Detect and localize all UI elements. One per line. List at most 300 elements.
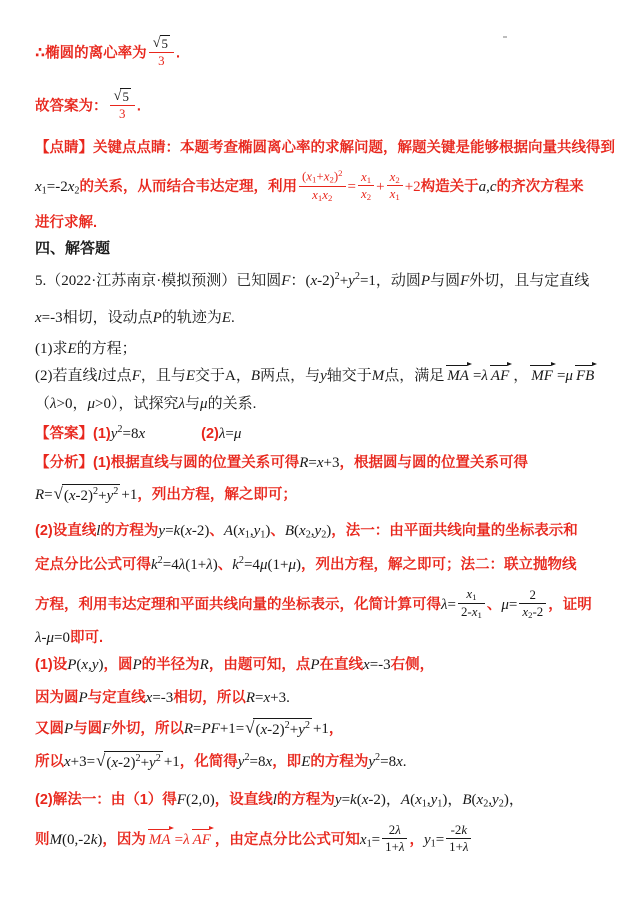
math-var: y xyxy=(110,426,118,443)
math-text: -2) xyxy=(117,755,136,772)
math-var: x xyxy=(260,722,268,739)
document-line xyxy=(35,625,621,650)
superscript: 2 xyxy=(338,168,343,179)
sqrt-body xyxy=(62,484,121,508)
math-var: y xyxy=(423,831,431,848)
document-line xyxy=(35,87,621,124)
text-run: ，列出方程，解之即可； xyxy=(137,486,297,503)
math-text: ) xyxy=(265,522,271,539)
text-run: ，列出方程，解之即可；法二：联立抛物线 xyxy=(300,557,577,574)
math-run xyxy=(67,657,103,673)
math-var: x xyxy=(466,587,473,602)
subscript: 2 xyxy=(329,174,334,185)
math-var: x xyxy=(389,187,396,202)
fraction xyxy=(519,587,546,621)
math-text: 5 xyxy=(122,90,129,105)
superscript: 2 xyxy=(113,485,119,497)
text-run: 、 xyxy=(217,557,233,574)
sqrt-body xyxy=(104,751,163,775)
math-var: λ xyxy=(218,426,226,443)
text-run: 【点睛】关键点点睛：本题考查椭圆离心率的求解问题，解题关键是能够根据向量共线得到 xyxy=(35,139,615,156)
subscript: 1 xyxy=(366,838,372,850)
document-line xyxy=(35,748,621,775)
document-line xyxy=(35,420,621,446)
math-text: -2 xyxy=(532,604,544,619)
math-var: M xyxy=(371,367,385,384)
fraction xyxy=(458,586,485,621)
math-run xyxy=(121,487,137,503)
document-line xyxy=(35,363,621,388)
math-text: = xyxy=(165,522,174,539)
superscript: 2 xyxy=(284,720,290,732)
text-run: 的轨迹为 xyxy=(161,310,222,327)
math-var: x xyxy=(81,656,89,673)
fraction-denominator xyxy=(387,185,403,203)
fraction-numerator xyxy=(519,587,546,603)
math-text: ) xyxy=(98,656,104,673)
text-run: ，化简得 xyxy=(179,754,238,771)
math-var: y xyxy=(492,792,499,809)
math-var: l xyxy=(97,367,102,384)
superscript: 2 xyxy=(117,424,123,436)
math-run xyxy=(35,487,53,503)
fraction-numerator xyxy=(387,169,403,186)
text-run: 又圆 xyxy=(35,721,64,738)
math-text: . xyxy=(286,689,290,706)
math-var: A xyxy=(223,522,234,539)
text-run: 交于A， xyxy=(195,367,251,384)
math-text: - xyxy=(41,630,47,647)
subscript: 1 xyxy=(366,174,372,185)
document-line xyxy=(35,267,621,293)
math-text: +1 xyxy=(312,721,329,738)
math-text: -2) xyxy=(75,488,94,505)
math-text: +3 xyxy=(323,455,340,472)
radical-sign: √ xyxy=(152,35,161,51)
document-line xyxy=(35,685,621,710)
document-line xyxy=(35,135,621,160)
vector-arrow-expression xyxy=(148,830,172,852)
fraction-denominator xyxy=(382,838,407,855)
math-var: P xyxy=(132,656,142,673)
text-run: ），试探究 xyxy=(111,396,179,413)
math-var: F xyxy=(281,273,291,290)
math-run xyxy=(305,273,375,289)
sqrt-expression xyxy=(245,718,312,742)
math-var: k xyxy=(90,831,98,848)
math-var: y xyxy=(314,522,322,539)
math-var: R xyxy=(35,486,45,503)
text-run: ∴椭圆的离心率为 xyxy=(35,45,147,62)
text-run: 与定直线 xyxy=(87,689,146,706)
math-run xyxy=(68,341,77,357)
text-run: 、 xyxy=(209,522,224,539)
math-text: ( xyxy=(76,656,82,673)
math-var: x xyxy=(522,604,529,619)
text-run: ，法一：由平面共线向量的坐标表示和 xyxy=(331,522,578,539)
math-run xyxy=(200,396,208,412)
text-run: 相切，设动点 xyxy=(62,310,153,327)
math-run xyxy=(462,792,509,811)
math-var: k xyxy=(173,522,181,539)
math-var: y xyxy=(334,792,342,809)
subscript: 2 xyxy=(528,609,533,620)
math-var: x xyxy=(359,831,367,848)
math-text: , xyxy=(310,522,315,539)
math-var: P xyxy=(64,721,74,738)
document-line xyxy=(35,481,621,508)
math-var: x xyxy=(299,522,306,539)
math-var: y xyxy=(237,754,245,771)
math-var: F xyxy=(460,273,470,290)
radical-sign: √ xyxy=(245,718,255,738)
math-text: = xyxy=(254,689,264,706)
math-text: =4 xyxy=(162,557,179,574)
math-var: P xyxy=(152,310,162,327)
math-var: x xyxy=(145,689,153,706)
math-var: E xyxy=(67,340,77,357)
math-text: =8 xyxy=(122,426,139,443)
math-text: ) xyxy=(333,169,339,184)
text-run: 的齐次方程来 xyxy=(496,179,584,196)
math-text: 2 xyxy=(529,587,536,602)
text-run: 定点分比公式可得 xyxy=(35,557,151,574)
math-text: , xyxy=(249,522,254,539)
math-var: x xyxy=(396,754,403,771)
text-run: (2) xyxy=(201,426,219,443)
math-run xyxy=(238,754,272,770)
math-var: x xyxy=(323,169,330,184)
math-text: + xyxy=(376,179,385,196)
math-var: x xyxy=(415,792,422,809)
math-text: >0 xyxy=(56,396,73,413)
math-text: >0 xyxy=(95,396,111,413)
math-var: y xyxy=(106,488,114,505)
math-var: λ xyxy=(395,822,401,837)
math-text: 3 xyxy=(158,54,165,69)
math-text: =8 xyxy=(249,754,266,771)
math-var: μ xyxy=(200,396,208,413)
math-text: = xyxy=(472,367,482,384)
math-var: A xyxy=(400,792,411,809)
math-var: y xyxy=(368,754,376,771)
math-run xyxy=(186,368,195,384)
math-var: x xyxy=(360,187,367,202)
math-var: M xyxy=(49,831,62,848)
fraction xyxy=(358,169,374,204)
math-text: ( xyxy=(63,488,69,505)
math-text: ) xyxy=(326,522,332,539)
text-run: 点，满足 xyxy=(384,367,445,384)
math-text: , xyxy=(88,656,92,673)
math-text: ) xyxy=(442,792,448,809)
vector-arrow-expression xyxy=(530,366,554,388)
math-run xyxy=(64,721,73,737)
math-text: ( xyxy=(255,722,261,739)
text-run: 、 xyxy=(270,522,285,539)
math-var: R xyxy=(299,455,309,472)
superscript: 2 xyxy=(304,720,310,732)
document-line xyxy=(35,305,621,330)
text-run: ，由题可知，点 xyxy=(208,656,311,673)
fraction-denominator xyxy=(446,838,471,855)
fraction xyxy=(382,822,407,855)
math-run xyxy=(184,721,244,737)
math-var: l xyxy=(96,522,101,539)
sqrt-expression xyxy=(54,484,121,508)
math-text: -2 xyxy=(450,822,462,837)
math-var: MF xyxy=(531,367,553,384)
superscript: 2 xyxy=(354,271,360,283)
text-run: 、 xyxy=(486,597,502,614)
text-run: (2)设直线 xyxy=(35,522,97,539)
math-var: μ xyxy=(259,557,268,574)
text-run: ，动圆 xyxy=(375,273,421,290)
math-text: -2) xyxy=(368,792,386,809)
document-line xyxy=(35,821,621,857)
math-run xyxy=(50,396,72,412)
math-var: x xyxy=(312,187,318,202)
math-text: ( xyxy=(410,792,416,809)
math-text: =-3 xyxy=(369,656,391,673)
math-text: = xyxy=(435,831,445,848)
math-run xyxy=(64,754,95,770)
math-run xyxy=(441,597,456,613)
fraction xyxy=(387,169,403,204)
math-text: +1= xyxy=(219,721,245,738)
math-var: x xyxy=(306,169,313,184)
document-line xyxy=(35,518,621,543)
math-run xyxy=(153,310,162,326)
math-run xyxy=(102,721,111,737)
math-var: FB xyxy=(575,367,595,384)
math-var: P xyxy=(78,689,88,706)
document-line xyxy=(35,715,621,742)
text-run: 的半径为 xyxy=(141,656,200,673)
math-var: F xyxy=(176,792,186,809)
math-text: ) xyxy=(97,831,103,848)
superscript: 2 xyxy=(135,753,141,765)
text-run: 【分析】(1)根据直线与圆的位置关系可得 xyxy=(35,455,300,472)
math-text: ( xyxy=(471,792,477,809)
math-text: -2) xyxy=(317,273,335,290)
superscript: 2 xyxy=(93,485,99,497)
math-text: ) xyxy=(503,792,509,809)
math-run xyxy=(363,657,391,673)
math-text: = xyxy=(174,831,184,848)
math-var: E xyxy=(185,367,196,384)
math-var: x xyxy=(476,792,484,809)
math-var: B xyxy=(462,792,472,809)
math-run xyxy=(479,179,497,195)
math-var: x xyxy=(263,689,271,706)
subscript: 2 xyxy=(74,186,80,198)
math-var: λ xyxy=(178,396,186,413)
math-var: x xyxy=(322,187,328,202)
subscript: 2 xyxy=(483,799,489,811)
text-run: (1)设 xyxy=(35,656,68,673)
math-run xyxy=(133,657,142,673)
math-text: = xyxy=(556,367,566,384)
math-var: x xyxy=(389,169,396,184)
math-text: 2 xyxy=(388,822,396,837)
superscript: 2 xyxy=(244,752,250,764)
math-var: x xyxy=(310,273,318,290)
subscript: 1 xyxy=(477,610,482,621)
math-text: = xyxy=(44,486,53,503)
math-run xyxy=(164,754,180,770)
text-run: ， xyxy=(447,792,463,809)
text-run: ，证明 xyxy=(548,597,592,614)
math-var: l xyxy=(272,792,277,809)
fraction xyxy=(446,822,471,855)
math-run xyxy=(376,179,384,195)
math-var: k xyxy=(350,792,357,809)
math-text: ( xyxy=(356,792,362,809)
text-run: 两点，与 xyxy=(260,367,321,384)
text-run: 的关系，从而结合韦达定理，利用 xyxy=(79,179,297,196)
math-var: y xyxy=(91,656,99,673)
math-var: μ xyxy=(288,557,296,574)
subscript: 1 xyxy=(430,838,436,850)
math-run xyxy=(219,426,242,442)
subscript: 2 xyxy=(327,192,333,203)
math-var: μ xyxy=(565,367,573,384)
text-run: ： xyxy=(290,273,306,290)
math-text: = xyxy=(371,831,381,848)
math-text: 1+ xyxy=(449,839,463,854)
fraction xyxy=(110,88,135,122)
math-run xyxy=(299,455,339,471)
math-run xyxy=(301,754,310,770)
math-run xyxy=(286,690,290,706)
document-line xyxy=(35,652,621,677)
math-text: 3 xyxy=(118,107,126,122)
math-run xyxy=(372,368,385,384)
text-run: ， xyxy=(328,721,344,738)
fraction-numerator xyxy=(149,35,174,52)
radical-sign: √ xyxy=(53,483,63,503)
math-var: y xyxy=(298,722,305,739)
text-run: 与圆 xyxy=(73,721,103,738)
math-var: x xyxy=(361,792,369,809)
math-run xyxy=(368,754,402,770)
document-line xyxy=(35,167,621,205)
math-text: +3= xyxy=(70,754,96,771)
math-run xyxy=(224,523,270,539)
text-run: 因为圆 xyxy=(35,689,79,706)
vector-arrow-expression xyxy=(446,366,470,388)
math-text: =4 xyxy=(243,557,260,574)
superscript: 2 xyxy=(157,555,163,567)
text-run: 与圆 xyxy=(430,273,461,290)
math-run xyxy=(232,557,301,573)
text-run: （ xyxy=(35,396,51,413)
math-run xyxy=(200,657,209,673)
math-text: +1 xyxy=(121,486,138,503)
math-var: x xyxy=(138,426,146,443)
math-text: =-3 xyxy=(41,310,63,327)
sqrt-body xyxy=(120,88,130,105)
subscript: 1 xyxy=(260,529,266,541)
math-run xyxy=(158,523,209,539)
text-run: ， xyxy=(409,831,424,848)
document-line xyxy=(35,236,621,261)
math-var: μ xyxy=(46,630,55,647)
vector-arrow-expression xyxy=(192,830,212,852)
text-run: 【答案】(1) xyxy=(35,426,111,443)
document-line xyxy=(35,450,621,475)
math-var: B xyxy=(284,522,295,539)
math-var: R xyxy=(245,689,255,706)
math-var: x xyxy=(363,656,370,673)
text-run: . xyxy=(136,98,141,115)
document-line xyxy=(35,210,621,235)
math-text: =0 xyxy=(54,630,70,647)
text-run: . xyxy=(231,310,235,327)
math-var: y xyxy=(158,522,166,539)
math-text: ( xyxy=(106,755,112,772)
text-run: ， xyxy=(508,792,524,809)
text-run: ，设直线 xyxy=(214,792,273,809)
radical-sign: √ xyxy=(113,88,122,105)
text-run: ，圆 xyxy=(103,656,133,673)
math-var: y xyxy=(430,792,438,809)
math-text: , xyxy=(486,179,490,196)
text-run: 相切，所以 xyxy=(173,689,246,706)
math-run xyxy=(335,792,386,808)
sqrt-body xyxy=(253,718,312,742)
math-var: k xyxy=(461,822,468,837)
text-run: (2)解法一：由（1）得 xyxy=(35,792,177,809)
subscript: 2 xyxy=(305,529,311,541)
text-run: 在直线 xyxy=(319,656,364,673)
subscript: 2 xyxy=(321,529,327,541)
math-text: 5 xyxy=(161,37,168,51)
math-text: , xyxy=(488,792,493,809)
math-text: + xyxy=(289,722,299,739)
math-var: P xyxy=(420,273,431,290)
math-run xyxy=(421,273,430,289)
math-var: λ xyxy=(50,396,57,413)
math-run xyxy=(175,832,190,848)
math-text: ( xyxy=(180,522,186,539)
text-run: 进行求解. xyxy=(35,214,98,231)
math-var: x xyxy=(111,755,118,772)
math-var: x xyxy=(360,169,367,184)
document-body xyxy=(35,34,621,857)
math-var: AF xyxy=(192,831,211,848)
math-var: P xyxy=(310,656,320,673)
subscript: 2 xyxy=(395,174,400,185)
math-text: + xyxy=(98,488,107,505)
text-run: 右侧， xyxy=(390,656,435,673)
text-run: (1)求 xyxy=(35,340,68,357)
math-run xyxy=(348,179,356,195)
math-text: = xyxy=(193,721,202,738)
document-line xyxy=(35,336,621,361)
math-text: (0,-2 xyxy=(62,831,91,848)
math-var: x xyxy=(238,522,245,539)
text-run: . xyxy=(175,45,181,62)
math-var: B xyxy=(250,367,261,384)
math-var: x xyxy=(67,179,75,196)
fraction xyxy=(149,35,174,69)
subscript: 1 xyxy=(421,799,427,811)
math-run xyxy=(320,368,327,384)
math-run xyxy=(405,179,421,195)
fraction-denominator xyxy=(299,186,346,204)
